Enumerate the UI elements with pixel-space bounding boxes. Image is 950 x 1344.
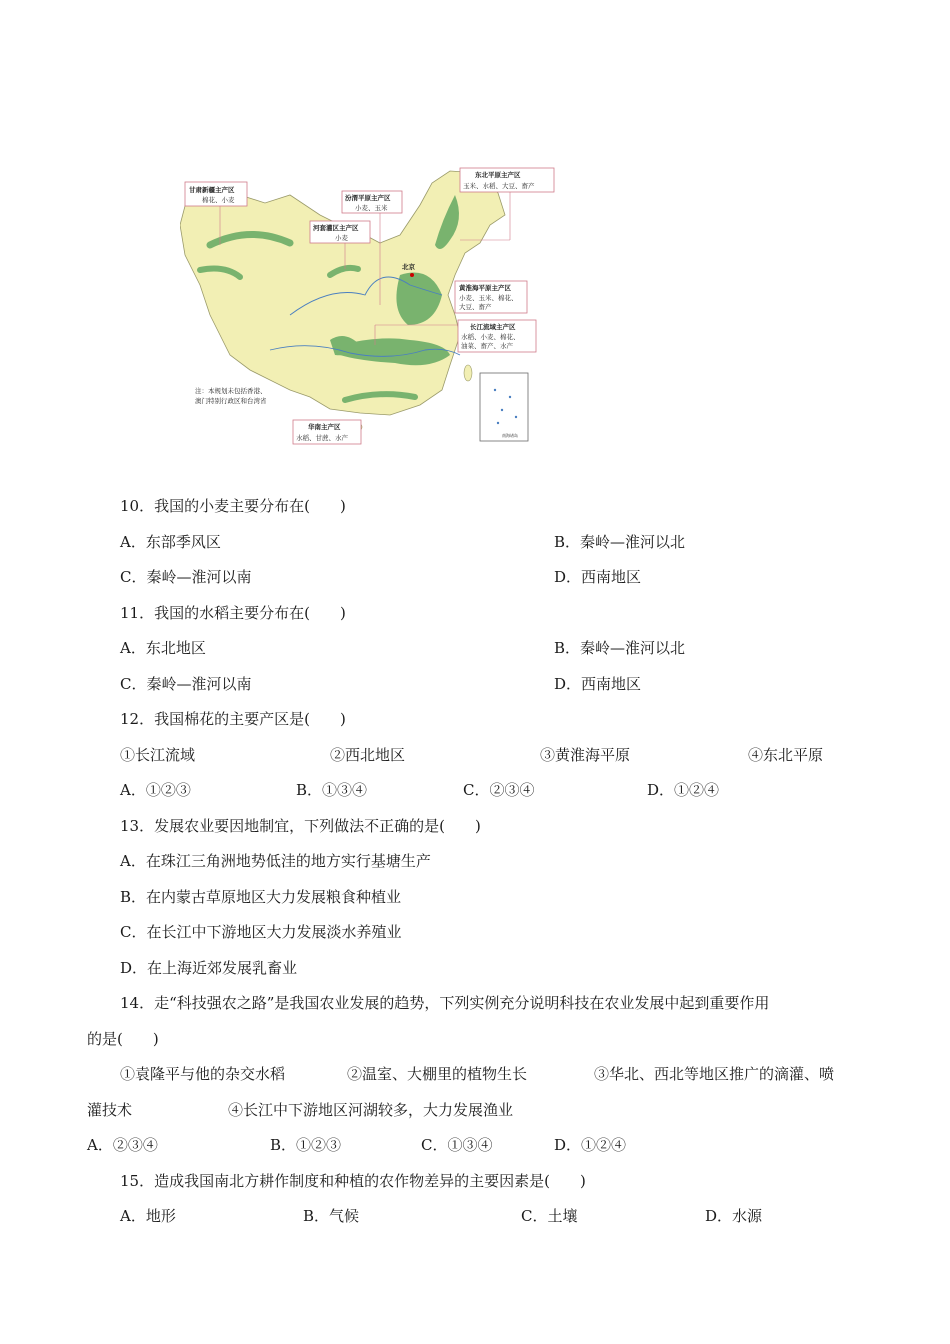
q13-stem: 13．发展农业要因地制宜，下列做法不正确的是( ) (120, 817, 481, 835)
q12-option-c: C．②③④ (463, 781, 535, 799)
q11-option-c: C．秦岭—淮河以南 (120, 675, 252, 693)
beijing-label: 北京 (402, 263, 415, 271)
q12-option-b: B．①③④ (296, 781, 368, 799)
q12-statement-2: ②西北地区 (330, 746, 406, 764)
svg-text:南海诸岛: 南海诸岛 (502, 433, 518, 438)
svg-text:小麦: 小麦 (335, 234, 348, 242)
q11-stem: 11．我国的水稻主要分布在( ) (120, 604, 346, 622)
south-china-sea-inset (480, 373, 528, 441)
q14-option-d: D．①②④ (554, 1136, 627, 1154)
q13-option-a: A．在珠江三角洲地势低洼的地方实行基塘生产 (120, 852, 431, 870)
svg-text:棉花、小麦: 棉花、小麦 (202, 196, 235, 204)
svg-text:小麦、玉米: 小麦、玉米 (355, 204, 388, 212)
q11-option-d: D．西南地区 (554, 675, 642, 693)
q15-option-a: A．地形 (120, 1207, 176, 1225)
svg-text:水稻、甘蔗、水产: 水稻、甘蔗、水产 (296, 434, 348, 442)
svg-text:小麦、玉米、棉花、: 小麦、玉米、棉花、 (459, 294, 518, 302)
q15-option-c: C．土壤 (521, 1207, 578, 1225)
q15-option-b: B．气候 (303, 1207, 360, 1225)
q12-stem: 12．我国棉花的主要产区是( ) (120, 710, 346, 728)
q15-option-d: D．水源 (705, 1207, 763, 1225)
svg-text:黄淮海平原主产区: 黄淮海平原主产区 (459, 284, 511, 292)
q14-statement-3: ③华北、西北等地区推广的滴灌、喷 (594, 1065, 835, 1083)
q10-option-d: D．西南地区 (554, 568, 642, 586)
china-agriculture-map (180, 165, 560, 447)
svg-text:甘肃新疆主产区: 甘肃新疆主产区 (189, 186, 235, 194)
q12-statement-1: ①长江流域 (120, 746, 196, 764)
beijing-marker (410, 273, 414, 277)
q14-option-a: A．②③④ (87, 1136, 158, 1154)
q13-option-b: B．在内蒙古草原地区大力发展粮食种植业 (120, 888, 402, 906)
svg-text:长江流域主产区: 长江流域主产区 (470, 323, 516, 331)
q12-option-a: A．①②③ (120, 781, 191, 799)
q12-option-d: D．①②④ (647, 781, 720, 799)
svg-text:东北平原主产区: 东北平原主产区 (475, 171, 521, 179)
svg-text:华南主产区: 华南主产区 (308, 423, 341, 431)
q12-statement-3: ③黄淮海平原 (540, 746, 631, 764)
taiwan-island (464, 365, 472, 381)
q12-statement-4: ④东北平原 (748, 746, 824, 764)
q10-stem: 10．我国的小麦主要分布在( ) (120, 497, 346, 515)
q14-statement-2: ②温室、大棚里的植物生长 (347, 1065, 528, 1083)
svg-text:汾渭平原主产区: 汾渭平原主产区 (345, 194, 391, 202)
q14-statement-1: ①袁隆平与他的杂交水稻 (120, 1065, 286, 1083)
q10-option-b: B．秦岭—淮河以北 (554, 533, 686, 551)
svg-text:油菜、畜产、水产: 油菜、畜产、水产 (461, 342, 513, 350)
q14-option-c: C．①③④ (421, 1136, 493, 1154)
q14-statement-3-cont: 灌技术 (87, 1101, 133, 1119)
q13-option-c: C．在长江中下游地区大力发展淡水养殖业 (120, 923, 402, 941)
map-note-line2: 澳门特别行政区和台湾省 (195, 397, 267, 405)
q10-option-c: C．秦岭—淮河以南 (120, 568, 252, 586)
svg-text:玉米、水稻、大豆、畜产: 玉米、水稻、大豆、畜产 (463, 182, 535, 190)
q11-option-a: A．东北地区 (120, 639, 206, 657)
label-huanghuai (455, 281, 527, 313)
svg-text:水稻、小麦、棉花、: 水稻、小麦、棉花、 (461, 333, 520, 341)
svg-text:大豆、畜产: 大豆、畜产 (459, 303, 492, 311)
q14-stem-line2: 的是( ) (87, 1030, 159, 1048)
svg-text:河套灌区主产区: 河套灌区主产区 (313, 224, 359, 232)
q11-option-b: B．秦岭—淮河以北 (554, 639, 686, 657)
q14-option-b: B．①②③ (270, 1136, 342, 1154)
q14-stem-line1: 14．走“科技强农之路”是我国农业发展的趋势，下列实例充分说明科技在农业发展中起到重要作用 (120, 994, 770, 1012)
q10-option-a: A．东部季风区 (120, 533, 221, 551)
q13-option-d: D．在上海近郊发展乳畜业 (120, 959, 298, 977)
label-south (293, 420, 361, 444)
map-note-line1: 注：本规划未包括香港、 (195, 387, 267, 395)
q15-stem: 15．造成我国南北方耕作制度和种植的农作物差异的主要因素是( ) (120, 1172, 586, 1190)
q14-statement-4: ④长江中下游地区河湖较多，大力发展渔业 (228, 1101, 514, 1119)
map-svg (180, 165, 560, 447)
